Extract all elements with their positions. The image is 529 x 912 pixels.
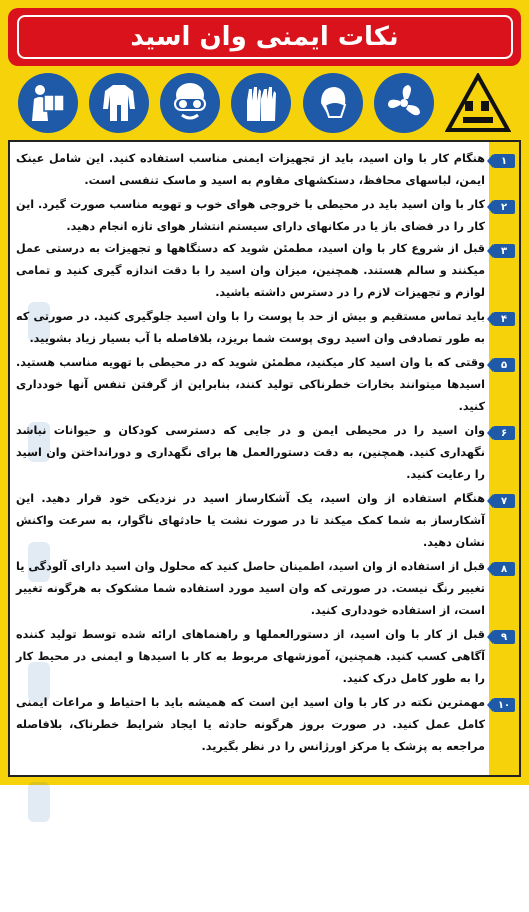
item-number-badge: ۴ [493,312,515,326]
manual-icon [18,73,78,133]
list-item [10,238,519,306]
item-text: هنگام استفاده از وان اسید، یک آشکارساز اسید در نزدیکی خود قرار دهید. این آشکارساز به شما کمک میکند تا در صورت نشت یا حادثهای ناگوار، به سرعت واکنش نشان دهید. [16,492,485,549]
item-number-badge: ۸ [493,562,515,576]
item-text: کار با وان اسید باید در محیطی با خروجی هوای خوب و تهویه مناسب صورت گیرد. این کار را در فضای باز یا در مکانهای دارای سیستم انتشار هوای تازه انجام دهید. [16,198,485,233]
list-item [10,420,519,488]
item-text: قبل از شروع کار با وان اسید، مطمئن شوید که دستگاهها و تجهیزات به درستی عمل میکنند و سالم هستند. همچنین، میزان وان اسید را با دقت اندازه گیری کنید و تمامی لوازم و تجهیزات لازم را در دسترس داشته باشید. [16,242,485,299]
item-text: هنگام کار با وان اسید، باید از تجهیزات ایمنی مناسب استفاده کنید. این شامل عینک ایمن، لباسهای محافظ، دستکشهای مقاوم به اسید و ماسک تنفسی است. [16,152,485,187]
coverall-icon [89,73,149,133]
item-text: باید تماس مستقیم و بیش از حد با پوست را با وان اسید جلوگیری کنید. در صورتی که به طور تصادفی وان اسید روی پوست شما بریزد، بلافاصله با آب بسیار زیاد بشویید. [16,310,485,345]
item-text: وان اسید را در محیطی ایمن و در جایی که دسترسی کودکان و حیوانات نباشد نگهداری کنید. همچنین، به دقت دستورالعمل ها برای نگهداری و دورانداختن وان اسید را رعایت کنید. [16,424,485,481]
item-number-badge: ۲ [493,200,515,214]
goggles-icon [160,73,220,133]
gloves-icon [231,73,291,133]
list-item [10,306,519,352]
item-text: مهمترین نکته در کار با وان اسید این است که همیشه باید با احتیاط و مراعات ایمنی کامل عمل کنید. در صورت بروز هرگونه حادثه یا ایجاد شرایط خطرناک، بلافاصله مراجعه به پزشک یا مرکز اورژانس را در نظر بگیرید. [16,696,485,753]
list-item [10,148,519,194]
item-number-badge: ۱۰ [493,698,515,712]
list-item [10,624,519,692]
list-item [10,692,519,762]
item-number-badge: ۱ [493,154,515,168]
ppe-icons-row [0,72,529,134]
title-frame [17,15,513,59]
item-text: قبل از استفاده از وان اسید، اطمینان حاصل کنید که محلول وان اسید دارای آلودگی یا تغییر رنگ نیست. در صورتی که وان اسید مورد استفاده شما مشکوک به هرگونه تغییر است، از استفاده خودداری کنید. [16,560,485,617]
list-item [10,488,519,556]
ventilation-icon [374,73,434,133]
item-number-badge: ۷ [493,494,515,508]
respirator-icon [303,73,363,133]
list-item [10,556,519,624]
list-item [10,194,519,238]
item-number-badge: ۶ [493,426,515,440]
item-text: قبل از کار با وان اسید، از دستورالعملها و راهنماهای ارائه شده توسط تولید کننده آگاهی کسب کنید. همچنین، آموزشهای مربوط به کار با اسیدها و ایمنی در محیط کار را به طور کامل درک کنید. [16,628,485,685]
item-number-badge: ۳ [493,244,515,258]
item-number-badge: ۹ [493,630,515,644]
item-number-badge: ۵ [493,358,515,372]
corrosive-warning-icon [445,73,511,133]
item-text: وقتی که با وان اسید کار میکنید، مطمئن شوید که در محیطی با تهویه مناسب هستید. اسیدها میتوانند بخارات خطرناکی تولید کنند، بنابراین از گرفتن تنفس آنها خودداری کنید. [16,356,485,413]
instructions-panel [8,140,521,777]
poster-title: نکات ایمنی وان اسید [130,22,399,52]
title-bar [8,8,521,66]
list-item [10,352,519,420]
